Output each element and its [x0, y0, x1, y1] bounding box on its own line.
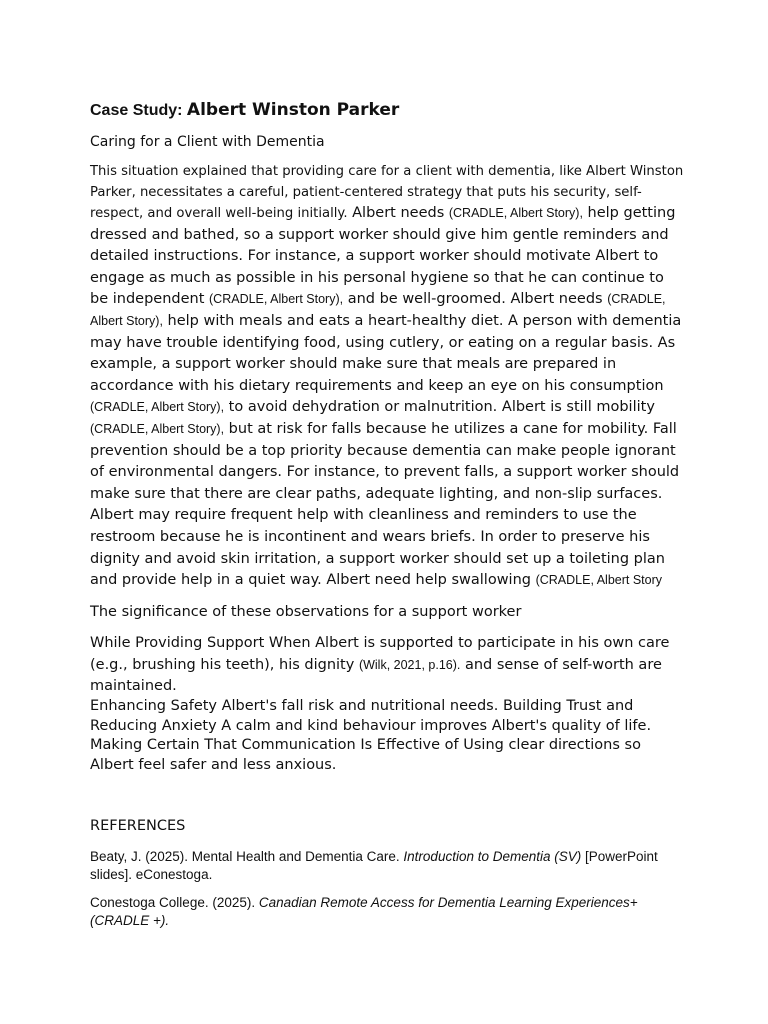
text-run: to avoid dehydration or malnutrition. Albert is still mobility: [224, 399, 655, 416]
text-run: Albert needs: [347, 205, 449, 221]
text-run: but at risk for falls because he utilizes a cane for mobility. Fall prevention should be a top priority because dementia can make people ignorant of environmental dangers. For instance, to prevent falls, a support worker should make sure that there are clear paths, adequate lighting, and non-slip surfaces. Albert may require frequent help with cleanliness and reminders to use the restroom because he is incontinent and wears briefs. In order to preserve his dignity and avoid skin irritation, a support worker should set up a toileting plan and provide help in a quiet way. Albert need help swallowing: [90, 420, 680, 589]
intro-sentence: This situation explained that providing care for a client with dementia, like Albert Winston Parker, necessitates a careful, patient-centered strategy that puts his security, self-respect, and overall well-being initially.: [90, 164, 684, 221]
reference-title: Introduction to Dementia (SV): [403, 849, 582, 865]
reference-text: [PowerPoint slides]. eConestoga.: [90, 849, 658, 883]
case-study-title: [90, 92, 685, 123]
reference-item: [90, 894, 685, 930]
citation: (CRADLE, Albert Story),: [90, 292, 666, 328]
reference-item: [90, 848, 685, 884]
paragraph-support: [90, 632, 685, 697]
text-run: help with meals and eats a heart-healthy diet. A person with dementia may have trouble identifying food, using cutlery, or eating on a regular basis. As example, a support worker should make sure that meals are prepared in accordance with his dietary requirements and keep an eye on his consumption: [90, 312, 682, 394]
references-heading: REFERENCES: [90, 818, 186, 835]
citation: (Wilk, 2021, p.16).: [358, 657, 461, 672]
citation: (CRADLE, Albert Story),: [90, 400, 225, 415]
citation: (CRADLE, Albert Story),: [448, 206, 583, 220]
citation: (CRADLE, Albert Story),: [209, 292, 344, 307]
paragraph-safety: Enhancing Safety Albert's fall risk and nutritional needs. Building Trust and Reducing Anxiety A calm and kind behaviour improves Albert's quality of life. Making Certain That Communication Is Effective of Using clear directions so Albert feel safer and less anxious.: [90, 698, 652, 773]
text-run: and be well-groomed. Albert needs: [343, 291, 608, 308]
text-run: While Providing Support When Albert is supported to participate in his own care (e.g., brushing his teeth), his dignity: [90, 635, 670, 673]
significance-heading: The significance of these observations for a support worker: [90, 603, 522, 620]
text-run: help getting dressed and bathed, so a support worker should give him gentle reminders and detailed instructions. For instance, a support worker should motivate Albert to engage as much as possible in his personal hygiene so that he can continue to be independent: [90, 205, 676, 308]
citation: (CRADLE, Albert Story: [535, 573, 663, 588]
title-prefix: Case Study:: [90, 102, 187, 119]
reference-text: Conestoga College. (2025).: [90, 895, 259, 911]
reference-title: Canadian Remote Access for Dementia Learning Experiences+ (CRADLE +).: [90, 895, 638, 929]
title-name: Albert Winston Parker: [186, 100, 400, 120]
subtitle: Caring for a Client with Dementia: [90, 134, 325, 150]
text-run: and sense of self-worth are maintained.: [90, 656, 662, 695]
reference-text: Beaty, J. (2025). Mental Health and Dementia Care.: [90, 849, 404, 865]
citation: (CRADLE, Albert Story),: [90, 421, 225, 436]
document-body: [90, 92, 685, 940]
paragraph-care-strategy: [90, 160, 685, 591]
